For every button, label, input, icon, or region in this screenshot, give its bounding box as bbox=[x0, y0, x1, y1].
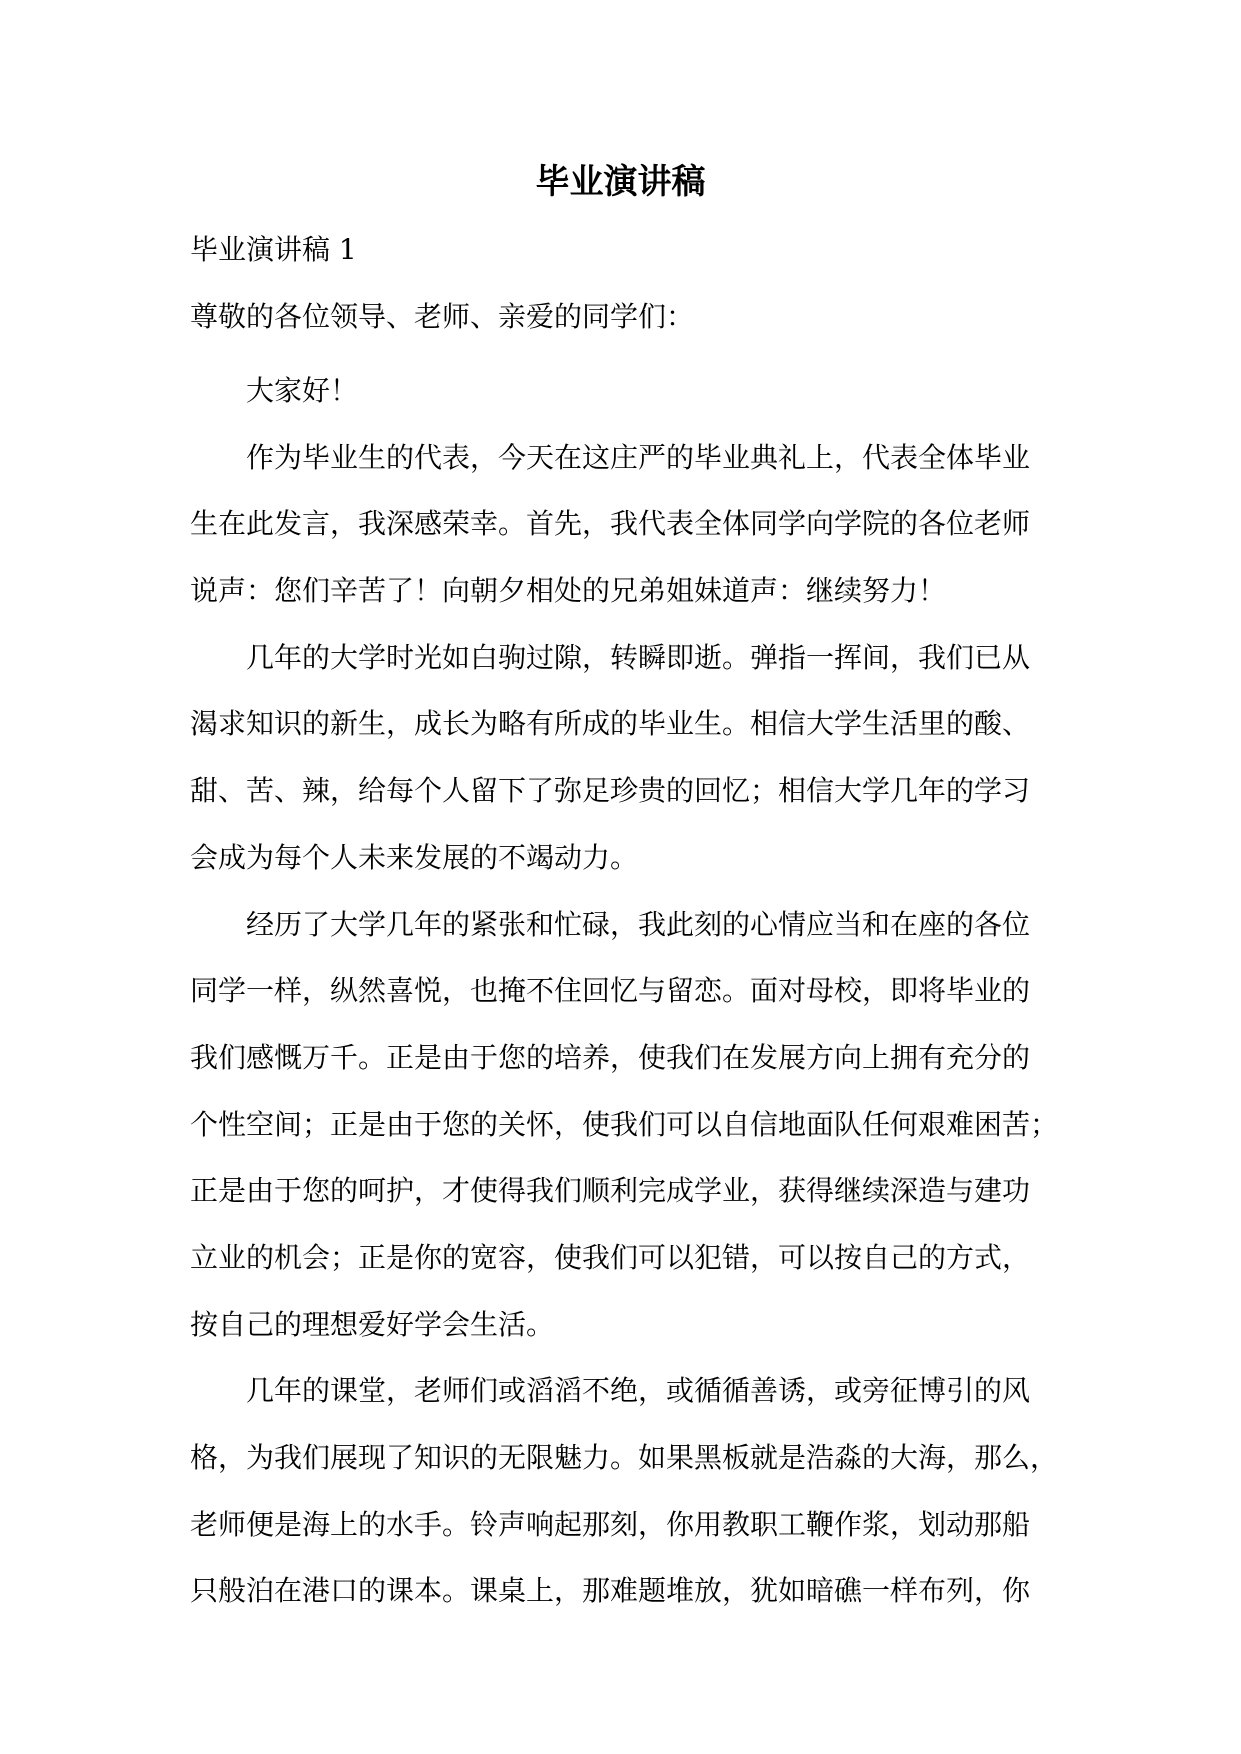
text-line: 说声：您们辛苦了！向朝夕相处的兄弟姐妹道声：继续努力！ bbox=[190, 574, 947, 608]
text-line: 作为毕业生的代表，今天在这庄严的毕业典礼上，代表全体毕业 bbox=[246, 440, 1031, 474]
speech-body bbox=[190, 358, 1060, 1625]
text-line: 渴求知识的新生，成长为略有所成的毕业生。相信大学生活里的酸、 bbox=[190, 707, 1031, 741]
text-line: 个性空间；正是由于您的关怀，使我们可以自信地面队任何艰难困苦； bbox=[190, 1107, 1059, 1141]
text-line: 只般泊在港口的课本。课桌上，那难题堆放，犹如暗礁一样布列，你 bbox=[190, 1574, 1031, 1608]
text-line: 经历了大学几年的紧张和忙碌，我此刻的心情应当和在座的各位 bbox=[246, 907, 1031, 941]
text-line: 正是由于您的呵护，才使得我们顺利完成学业，获得继续深造与建功 bbox=[190, 1174, 1031, 1208]
text-line: 格，为我们展现了知识的无限魅力。如果黑板就是浩淼的大海，那么， bbox=[190, 1441, 1059, 1474]
text-line: 老师便是海上的水手。铃声响起那刻，你用教职工鞭作浆，划动那船 bbox=[190, 1507, 1031, 1541]
text-line: 按自己的理想爱好学会生活。 bbox=[190, 1307, 555, 1341]
text-line: 立业的机会；正是你的宽容，使我们可以犯错，可以按自己的方式， bbox=[190, 1240, 1031, 1274]
text-line: 甜、苦、辣，给每个人留下了弥足珍贵的回忆；相信大学几年的学习 bbox=[190, 774, 1031, 808]
text-line: 几年的大学时光如白驹过隙，转瞬即逝。弹指一挥间，我们已从 bbox=[246, 640, 1031, 674]
document-title: 毕业演讲稿 bbox=[535, 162, 706, 202]
text-line: 同学一样，纵然喜悦，也掩不住回忆与留恋。面对母校，即将毕业的 bbox=[190, 974, 1031, 1008]
salutation: 尊敬的各位领导、老师、亲爱的同学们： bbox=[190, 300, 695, 333]
text-line: 几年的课堂，老师们或滔滔不绝，或循循善诱，或旁征博引的风 bbox=[246, 1374, 1031, 1408]
text-line: 大家好！ bbox=[246, 374, 359, 407]
text-line: 生在此发言，我深感荣幸。首先，我代表全体同学向学院的各位老师 bbox=[190, 507, 1031, 541]
text-line: 我们感慨万千。正是由于您的培养，使我们在发展方向上拥有充分的 bbox=[190, 1040, 1031, 1074]
section-heading: 毕业演讲稿 1 bbox=[190, 233, 357, 266]
text-line: 会成为每个人未来发展的不竭动力。 bbox=[190, 840, 639, 874]
